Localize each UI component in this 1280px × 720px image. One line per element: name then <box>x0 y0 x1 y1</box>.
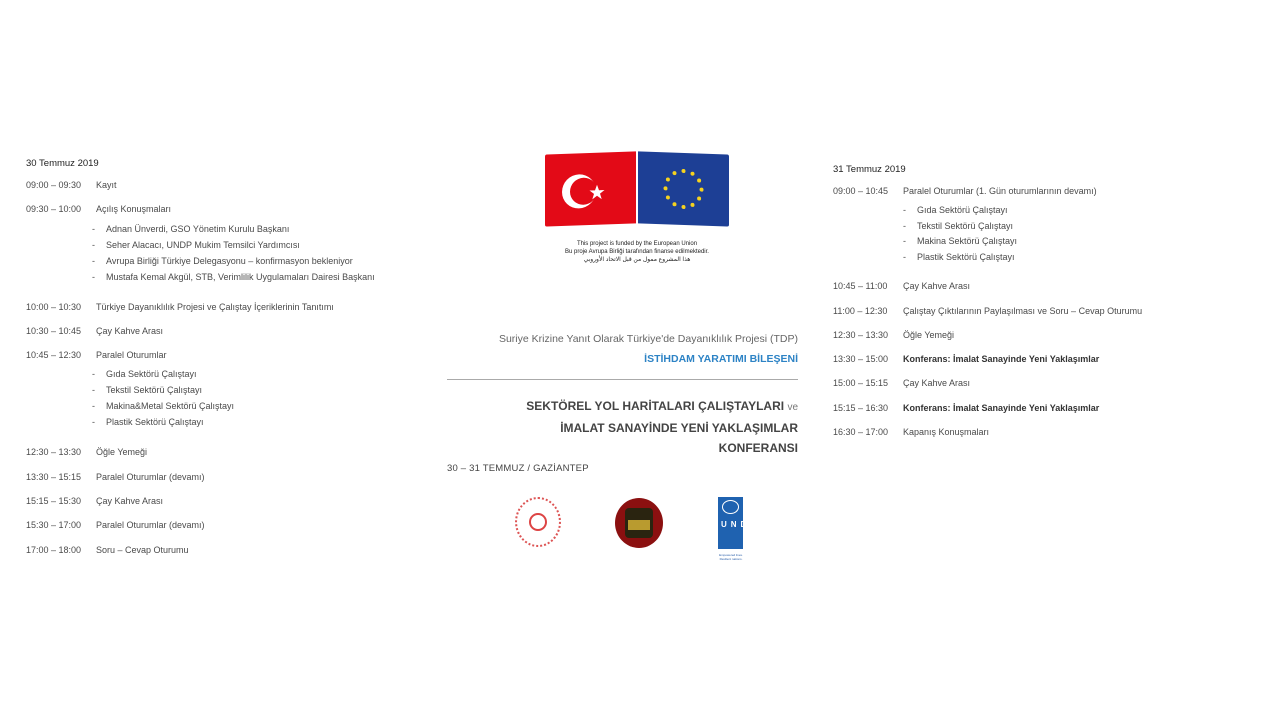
time: 13:30 – 15:00 <box>833 354 889 365</box>
activity: Çay Kahve Arası <box>903 281 971 292</box>
activity: Kayıt <box>96 180 117 190</box>
activity: Konferans: İmalat Sanayinde Yeni Yaklaşımlar <box>903 402 1100 413</box>
time: 13:30 – 15:15 <box>26 471 82 482</box>
activity: Paralel Oturumlar (devamı) <box>96 471 205 482</box>
time: 10:45 – 11:00 <box>833 281 888 292</box>
flags-logo <box>545 150 729 230</box>
schedule-row <box>26 545 426 557</box>
time: 12:30 – 13:30 <box>26 447 82 458</box>
project-component: İSTİHDAM YARATIMI BİLEŞENİ <box>644 353 798 365</box>
list-item: - Makina&Metal Sektörü Çalıştayı <box>92 401 235 412</box>
day2-schedule <box>833 164 1153 451</box>
list-item: - Plastik Sektörü Çalıştayı <box>903 251 1015 262</box>
day1-schedule <box>26 158 426 569</box>
activity: Konferans: İmalat Sanayinde Yeni Yaklaşımlar <box>903 354 1100 365</box>
time: 15:15 – 15:30 <box>26 496 82 507</box>
project-title: Suriye Krizine Yanıt Olarak Türkiye'de Dayanıklılık Projesi (TDP) <box>498 333 798 345</box>
time: 17:00 – 18:00 <box>26 544 82 555</box>
activity: Türkiye Dayanıklılık Projesi ve Çalıştay İçeriklerinin Tanıtımı <box>96 301 334 312</box>
activity: Kapanış Konuşmaları <box>903 427 990 438</box>
time: 15:15 – 16:30 <box>833 402 889 413</box>
turkey-flag-icon <box>545 151 636 226</box>
time: 15:30 – 17:00 <box>26 520 82 531</box>
schedule-row <box>26 496 426 508</box>
activity: Öğle Yemeği <box>96 447 148 458</box>
date-place: 30 – 31 TEMMUZ / GAZİANTEP <box>447 463 589 474</box>
activity: Açılış Konuşmaları <box>96 204 172 215</box>
list-item: - Avrupa Birliği Türkiye Delegasyonu – konfirmasyon bekleniyor <box>92 255 353 266</box>
speaker-list <box>26 224 426 288</box>
list-item: - Seher Alacacı, UNDP Mukim Temsilci Yardımcısı <box>92 239 300 250</box>
list-item: - Adnan Ünverdi, GSO Yönetim Kurulu Başkanı <box>92 223 290 234</box>
schedule-row <box>26 326 426 338</box>
gso-logo-icon <box>615 498 663 548</box>
schedule-row <box>833 281 1153 293</box>
schedule-row <box>26 520 426 532</box>
activity: Paralel Oturumlar (1. Gün oturumlarının devamı) <box>903 186 1097 196</box>
list-item: - Plastik Sektörü Çalıştayı <box>92 417 204 428</box>
list-item: - Gıda Sektörü Çalıştayı <box>92 369 197 380</box>
day1-date: 30 Temmuz 2019 <box>26 158 99 169</box>
schedule-row <box>26 180 426 192</box>
activity: Soru – Cevap Oturumu <box>96 544 189 555</box>
schedule-row <box>833 378 1153 390</box>
schedule-row <box>26 447 426 459</box>
ministry-seal-icon <box>515 497 561 547</box>
time: 15:00 – 15:15 <box>833 378 889 389</box>
schedule-row <box>833 306 1153 318</box>
eu-flag-icon <box>638 151 729 226</box>
schedule-row <box>833 186 1153 198</box>
time: 10:00 – 10:30 <box>26 301 82 312</box>
time: 10:30 – 10:45 <box>26 325 82 336</box>
workshop-list <box>26 369 426 433</box>
time: 09:30 – 10:00 <box>26 204 82 215</box>
day2-date: 31 Temmuz 2019 <box>833 164 906 175</box>
list-item: - Tekstil Sektörü Çalıştayı <box>903 220 1014 231</box>
time: 09:00 – 10:45 <box>833 186 889 196</box>
activity: Öğle Yemeği <box>903 329 955 340</box>
activity: Paralel Oturumlar <box>96 350 167 361</box>
workshop-list <box>833 205 1153 267</box>
divider <box>447 379 798 380</box>
schedule-row <box>833 427 1153 439</box>
schedule-row <box>26 472 426 484</box>
partner-logos <box>514 495 764 575</box>
time: 10:45 – 12:30 <box>26 350 82 361</box>
list-item: - Makina Sektörü Çalıştayı <box>903 236 1018 247</box>
undp-logo-icon: UNDP Empowered lives. Resilient nations. <box>718 497 743 549</box>
activity: Çay Kahve Arası <box>96 496 164 507</box>
list-item: - Gıda Sektörü Çalıştayı <box>903 205 1008 216</box>
schedule-row <box>833 330 1153 342</box>
list-item: - Tekstil Sektörü Çalıştayı <box>92 385 203 396</box>
schedule-row <box>833 354 1153 366</box>
conference-title: SEKTÖREL YOL HARİTALARI ÇALIŞTAYLARI ve İMALAT SANAYİNDE YENİ YAKLAŞIMLAR KONFERANSI <box>526 399 798 455</box>
time: 12:30 – 13:30 <box>833 329 889 340</box>
time: 16:30 – 17:00 <box>833 427 889 438</box>
schedule-row <box>26 302 426 314</box>
activity: Çay Kahve Arası <box>96 325 164 336</box>
list-item: - Mustafa Kemal Akgül, STB, Verimlilik Uygulamaları Dairesi Başkanı <box>92 271 375 282</box>
schedule-row <box>26 204 426 216</box>
schedule-row <box>26 350 426 362</box>
funding-notice: This project is funded by the European Union Bu proje Avrupa Birliği tarafından finanse edilmektedir. هذا المشروع ممول من قبل الاتحاد الأوروبي <box>565 241 709 263</box>
activity: Paralel Oturumlar (devamı) <box>96 520 205 531</box>
time: 09:00 – 09:30 <box>26 180 82 190</box>
activity: Çay Kahve Arası <box>903 378 971 389</box>
activity: Çalıştay Çıktılarının Paylaşılması ve Soru – Cevap Oturumu <box>903 305 1143 316</box>
time: 11:00 – 12:30 <box>833 305 888 316</box>
schedule-row <box>833 403 1153 415</box>
